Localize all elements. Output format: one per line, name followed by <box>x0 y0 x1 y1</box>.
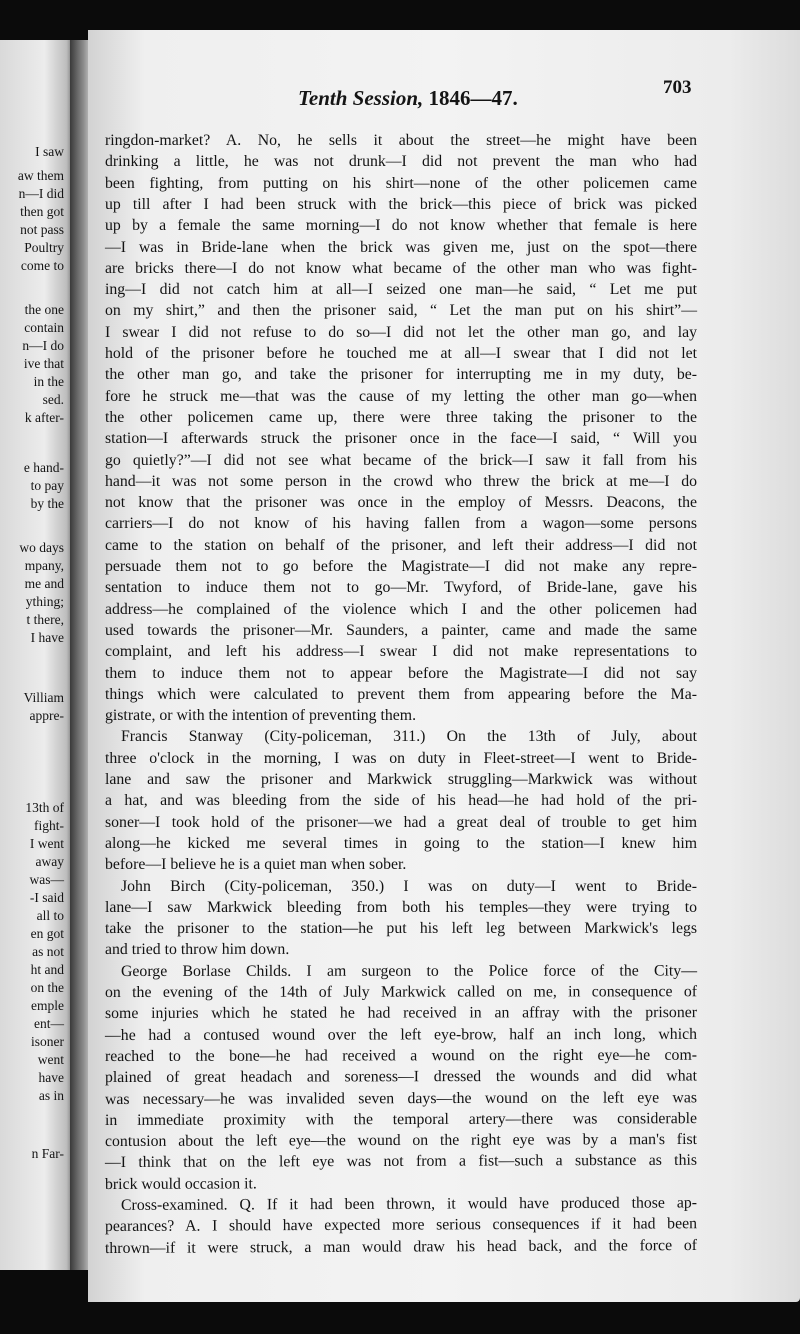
running-head: Tenth Session, 1846—47. <box>298 86 518 110</box>
text-line: are bricks there—I do not know what became of the other man who was fight- <box>105 259 697 277</box>
left-margin-fragment: then got <box>20 204 64 219</box>
left-margin-fragment: k after- <box>24 410 64 425</box>
left-margin-fragment: I have <box>30 630 64 645</box>
left-margin-fragment: away <box>35 854 64 869</box>
text-line: —he had a contused wound over the left eye-brow, half an inch long, which <box>104 1025 698 1044</box>
left-margin-fragment: ive that <box>23 356 64 371</box>
left-margin-fragment: 13th of <box>25 800 64 815</box>
right-page <box>88 30 800 1302</box>
text-line: —I think that on the left eye was not from a fist—such a substance as this <box>104 1152 698 1172</box>
text-line: Cross-examined. Q. If it had been thrown, it would have produced those ap- <box>120 1194 698 1214</box>
text-line: go quietly?”—I did not see what became of the brick—I saw it fall from his <box>105 451 697 469</box>
text-line: address—he complained of the violence which I and the other policemen had <box>105 600 697 618</box>
left-margin-fragment: en got <box>30 926 64 941</box>
left-margin-fragment: aw them <box>17 168 64 183</box>
text-line: take the prisoner to the station—he put his left leg between Markwick's legs <box>104 919 698 938</box>
left-margin-fragment: I saw <box>35 144 64 159</box>
left-margin-fragment: fight- <box>34 818 64 833</box>
left-margin-fragment: ent— <box>34 1016 64 1031</box>
text-line: them to induce them not to appear before the Magistrate—I did not say <box>105 664 697 682</box>
text-line: along—he kicked me several times in going to the station—I knew him <box>105 834 697 852</box>
left-margin-fragment: ything; <box>25 594 64 609</box>
text-line: ing—I did not catch him at all—I seized one man—he said, “ Let me put <box>105 281 697 299</box>
text-line: three o'clock in the morning, I was on duty in Fleet-street—I went to Bride- <box>105 749 697 767</box>
text-line: complaint, and left his address—I swear I did not make representations to <box>105 643 697 661</box>
left-margin-fragment: n—I do <box>22 338 64 353</box>
text-line: on my shirt,” and then the prisoner said, “ Let the man put on his shirt”— <box>105 302 697 320</box>
left-margin-fragment: t there, <box>26 612 64 627</box>
left-margin-fragment: by the <box>30 496 64 511</box>
left-margin-fragment: on the <box>30 980 64 995</box>
left-margin-fragment: ht and <box>30 962 64 977</box>
left-margin-fragment: me and <box>24 576 64 591</box>
left-margin-fragment: have <box>38 1070 64 1085</box>
left-margin-fragment: Poultry <box>24 240 64 255</box>
left-margin-fragment: -I said <box>29 890 64 905</box>
text-line: I swear I did not refuse to do so—I did not let the other man go, and lay <box>105 323 697 341</box>
left-margin-fragment: in the <box>33 374 64 389</box>
left-margin-fragment: to pay <box>30 478 64 493</box>
text-line: things which were calculated to prevent them from appearing before the Ma- <box>105 685 697 703</box>
left-margin-fragment: Villiam <box>23 690 64 705</box>
text-line: persuade them not to go before the Magistrate—I did not make any repre- <box>105 558 697 575</box>
left-margin-fragment: went <box>37 1052 64 1067</box>
left-margin-fragment: e hand- <box>23 460 64 475</box>
text-line: came to the station on behalf of the prisoner, and left their address—I did not <box>105 536 697 554</box>
left-margin-fragment: as not <box>32 944 64 959</box>
text-line: not know that the prisoner was once in the employ of Messrs. Deacons, the <box>105 494 697 512</box>
text-line: was necessary—he was invalided seven days—the wound on the left eye was <box>104 1088 698 1108</box>
left-margin-fragment: contain <box>24 320 64 335</box>
text-line: in immediate proximity with the temporal artery—there was considerable <box>104 1109 698 1129</box>
text-line: hold of the prisoner before he touched me at all—I swear that I did not let <box>105 345 697 362</box>
text-line: up till after I had been struck with the brick—this piece of brick was picked <box>105 195 697 213</box>
text-line: station—I afterwards struck the prisoner once in the face—I said, “ Will you <box>105 430 697 448</box>
left-margin-fragment: appre- <box>29 708 64 723</box>
left-margin-fragment: sed. <box>42 392 64 407</box>
text-line: gistrate, or with the intention of preventing them. <box>105 707 417 725</box>
left-margin-fragment: n—I did <box>18 186 64 201</box>
page-number: 703 <box>663 77 692 98</box>
left-margin-fragment: emple <box>31 998 64 1013</box>
text-line: George Borlase Childs. I am surgeon to the Police force of the City— <box>120 962 698 980</box>
left-margin-fragment: come to <box>20 258 64 273</box>
text-line: used towards the prisoner—Mr. Saunders, a painter, came and made the same <box>105 621 697 639</box>
text-line: some injuries which he stated he had received in an affray with the prisoner <box>104 1004 698 1023</box>
text-line: the other policemen came up, there were three taking the prisoner to the <box>105 408 697 426</box>
left-page-edge <box>0 40 74 1270</box>
text-line: soner—I took hold of the prisoner—we had a great deal of trouble to get him <box>105 813 697 831</box>
text-line: drinking a little, he was not drunk—I did not prevent the man who had <box>105 153 697 171</box>
left-margin-fragment: isoner <box>31 1034 64 1049</box>
text-line: brick would occasion it. <box>104 1175 257 1193</box>
text-line: fore he struck me—that was the cause of my letting the other man go—when <box>105 387 697 405</box>
left-margin-fragment: n Far- <box>31 1146 64 1161</box>
text-line: pearances? A. I should have expected more serious consequences if it had been <box>104 1215 698 1236</box>
text-line: Francis Stanway (City-policeman, 311.) On the 13th of July, about <box>121 728 697 746</box>
text-line: before—I believe he is a quiet man when sober. <box>105 856 407 874</box>
text-line: John Birch (City-policeman, 350.) I was on duty—I went to Bride- <box>121 877 697 895</box>
text-line: plained of great headach and soreness—I dressed the wounds and did what <box>104 1067 698 1087</box>
text-line: been fighting, from putting on his shirt—none of the other policemen came <box>105 174 697 192</box>
text-line: thrown—if it were struck, a man would draw his head back, and the force of <box>104 1236 698 1257</box>
text-line: up by a female the same morning—I do not know whether that female is here <box>105 217 697 235</box>
left-margin-fragment: all to <box>36 908 64 923</box>
text-line: the other man go, and take the prisoner for interrupting me in my duty, be- <box>105 366 697 384</box>
left-margin-fragment: I went <box>29 836 64 851</box>
text-line: reached to the bone—he had received a wound on the right eye—he com- <box>104 1046 698 1065</box>
text-line: carriers—I do not know of his having fallen from a wagon—some persons <box>105 515 697 533</box>
left-margin-fragment: not pass <box>20 222 64 237</box>
text-line: hand—it was not some person in the crowd who threw the brick at me—I do <box>105 472 697 490</box>
text-line: lane and saw the prisoner and Markwick struggling—Markwick was without <box>105 771 697 788</box>
left-margin-fragment: wo days <box>19 540 64 555</box>
left-margin-fragment: was— <box>29 872 64 887</box>
text-line: sentation to induce them not to go—Mr. Twyford, of Bride-lane, gave his <box>105 579 697 597</box>
text-line: lane—I saw Markwick bleeding from both his temples—they were trying to <box>105 898 697 916</box>
text-line: a hat, and was bleeding from the side of his head—he had hold of the pri- <box>105 792 697 810</box>
left-margin-fragment: the one <box>24 302 64 317</box>
text-line: ringdon-market? A. No, he sells it about the street—he might have been <box>105 132 697 149</box>
text-line: contusion about the left eye—the wound on the right eye was by a man's fist <box>104 1131 698 1151</box>
text-line: and tried to throw him down. <box>104 941 290 959</box>
left-margin-fragment: mpany, <box>24 558 64 573</box>
text-line: —I was in Bride-lane when the brick was given me, just on the spot—there <box>105 238 697 256</box>
left-margin-fragment: as in <box>38 1088 64 1103</box>
text-line: on the evening of the 14th of July Markwick called on me, in consequence of <box>104 983 698 1001</box>
